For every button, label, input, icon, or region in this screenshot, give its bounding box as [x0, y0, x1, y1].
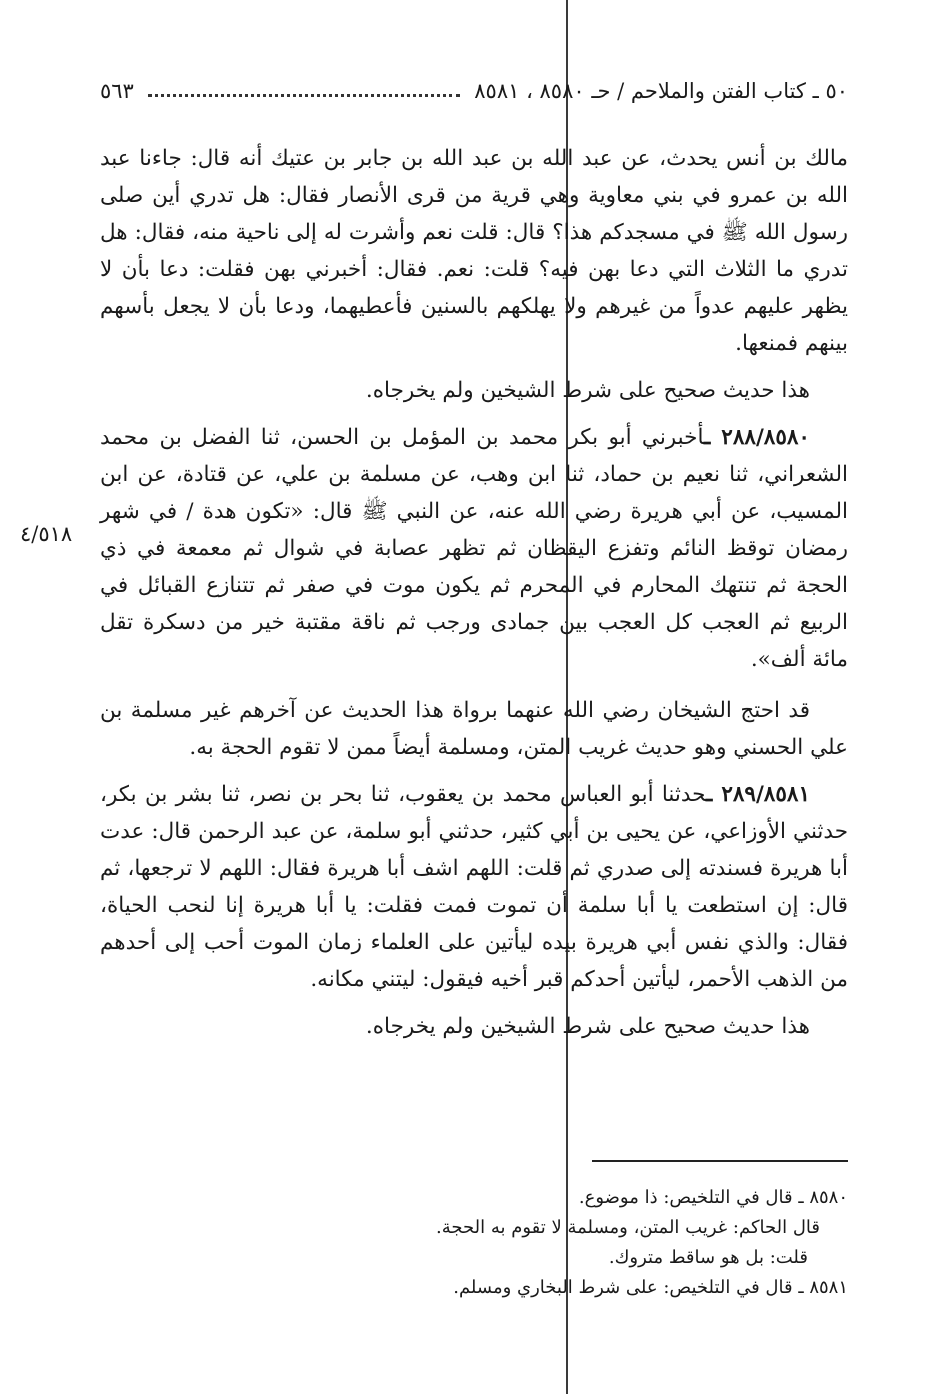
hadith-8581	[100, 776, 848, 998]
footnotes	[100, 1184, 848, 1304]
header-dot-leader	[148, 94, 460, 97]
footnote-8580: ٨٥٨٠ ـ قال في التلخيص: ذا موضوع.	[578, 1187, 848, 1208]
hadith-8580	[100, 419, 848, 678]
running-header	[100, 74, 848, 108]
paragraph-commentary: قد احتج الشيخان رضي الله عنهما برواة هذا الحديث عن آخرهم غير مسلمة بن علي الحسني وهو حديث غريب المتن، ومسلمة أيضاً ممن لا تقوم الحجة به.	[100, 698, 848, 760]
hadith-number: ٢٨٩/٨٥٨١ ـ	[706, 782, 810, 807]
footnote-hakim-note: قال الحاكم: غريب المتن، ومسلمة لا تقوم به الحجة.	[436, 1217, 820, 1238]
marginal-reference: ٤/٥١٨	[20, 522, 73, 546]
hadith-number: ٢٨٨/٨٥٨٠ ـ	[704, 425, 810, 450]
header-title: ٥٠ ـ كتاب الفتن والملاحم / حـ ٨٥٨٠ ، ٨٥٨١	[474, 79, 848, 103]
hadith-text: حدثنا أبو العباس محمد بن يعقوب، ثنا بحر بن نصر، ثنا بشر بن بكر، حدثني الأوزاعي، عن يحيى بن أبي كثير، حدثني أبو سلمة، عن عبد الرحمن قال: عدت أبا هريرة فسندته إلى صدري ثم قلت: اللهم اشف أبا هريرة فقال: اللهم لا ترجعها، ثم قال: إن استطعت يا أبا سلمة أن تموت فمت فقلت: يا أبا هريرة إنا لنحب الحياة، فقال: والذي نفس أبي هريرة بيده ليأتين على العلماء زمان الموت أحب إلى أحدهم من الذهب الأحمر، ليأتين أحدكم قبر أخيه فيقول: ليتني مكانه.	[100, 782, 848, 992]
hadith-text: أخبرني أبو بكر محمد بن المؤمل بن الحسن، ثنا الفضل بن محمد الشعراني، ثنا نعيم بن حماد، ثنا ابن وهب، عن مسلمة بن علي، عن قتادة، عن ابن المسيب، عن أبي هريرة رضي الله عنه، عن النبي ﷺ قال: «تكون هدة / في شهر رمضان توقظ النائم وتفزع اليقظان ثم تظهر عصابة في شوال ثم معمعة في ذي الحجة ثم تنتهك المحارم في المحرم ثم يكون موت في صفر ثم تتنازع القبائل في الربيع ثم العجب كل العجب بين جمادى ورجب ثم ناقة مقتبة خير من دسكرة تقل مائة ألف».	[100, 425, 848, 672]
page-body	[100, 140, 848, 1045]
paragraph-continuation: مالك بن أنس يحدث، عن عبد الله بن عبد الله بن جابر بن عتيك أنه قال: جاءنا عبد الله بن عمرو في بني معاوية وهي قرية من قرى الأنصار فقال: هل تدري أين صلى رسول الله ﷺ في مسجدكم هذا؟ قال: قلت نعم وأشرت له إلى ناحية منه، فقال: هل تدري ما الثلاث التي دعا بهن فيه؟ قلت: نعم. فقال: أخبرني بهن فقلت: دعا بأن لا يظهر عليهم عدواً من غيرهم ولا يهلكهم بالسنين فأعطيهما، ودعا بأن لا يجعل بأسهم بينهم فمنعها.	[100, 146, 848, 356]
paragraph-grading: هذا حديث صحيح على شرط الشيخين ولم يخرجاه.	[365, 378, 810, 403]
footnote-dhahabi-note: قلت: بل هو ساقط متروك.	[608, 1247, 808, 1268]
page-number: ٥٦٣	[100, 79, 134, 103]
footnote-8581: ٨٥٨١ ـ قال في التلخيص: على شرط البخاري ومسلم.	[453, 1277, 848, 1298]
footnote-divider	[592, 1160, 848, 1162]
paragraph-grading: هذا حديث صحيح على شرط الشيخين ولم يخرجاه.	[365, 1014, 810, 1039]
